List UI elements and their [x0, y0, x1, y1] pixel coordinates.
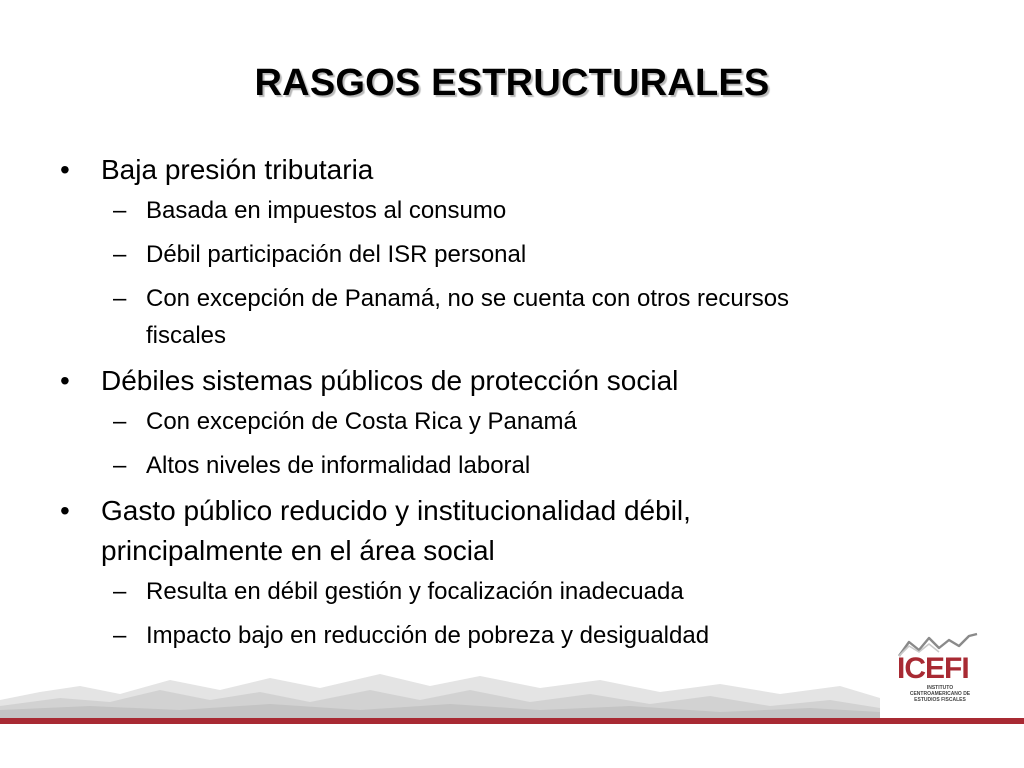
sub-bullet-item: [60, 573, 910, 610]
mountain-decoration: [0, 640, 1024, 768]
sub-bullet-item: [60, 236, 910, 273]
bullet-list: [60, 150, 910, 661]
sub-bullet-marker: –: [113, 622, 127, 649]
sub-bullet-marker: –: [113, 285, 127, 312]
sub-bullet-text: Con excepción de Panamá, no se cuenta con otros recursos fiscales: [146, 285, 790, 349]
bullet-marker: •: [60, 495, 70, 526]
bullet-text: Baja presión tributaria: [101, 154, 374, 185]
sub-bullet-marker: –: [113, 408, 127, 435]
logo-subtitle: INSTITUTO CENTROAMERICANO DE ESTUDIOS FISCALES: [909, 685, 971, 703]
sub-bullet-item: [60, 192, 910, 229]
sub-bullet-text: Resulta en débil gestión y focalización inadecuada: [146, 578, 684, 605]
sub-bullet-text: Débil participación del ISR personal: [146, 241, 527, 268]
bullet-marker: •: [60, 365, 70, 396]
sub-bullet-marker: –: [113, 241, 127, 268]
sub-bullet-item: [60, 403, 910, 440]
sub-bullet-marker: –: [113, 452, 127, 479]
bullet-text: Débiles sistemas públicos de protección social: [101, 365, 679, 396]
sub-bullet-text: Con excepción de Costa Rica y Panamá: [146, 408, 577, 435]
sub-bullet-item: [60, 447, 910, 484]
bullet-marker: •: [60, 154, 70, 185]
bullet-item: [60, 150, 910, 190]
sub-bullet-text: Basada en impuestos al consumo: [146, 197, 507, 224]
sub-bullet-item: [60, 280, 910, 354]
sub-bullet-text: Impacto bajo en reducción de pobreza y desigualdad: [146, 622, 710, 649]
sub-bullet-marker: –: [113, 578, 127, 605]
sub-bullet-marker: –: [113, 197, 127, 224]
bullet-text: Gasto público reducido y institucionalidad débil, principalmente en el área social: [101, 495, 691, 566]
bullet-item: [60, 361, 910, 401]
slide-title: RASGOS ESTRUCTURALES: [254, 62, 770, 104]
bullet-item: [60, 491, 910, 571]
icefi-logo: [897, 632, 979, 712]
sub-bullet-text: Altos niveles de informalidad laboral: [146, 452, 531, 479]
logo-wordmark: ICEFI: [897, 652, 969, 685]
